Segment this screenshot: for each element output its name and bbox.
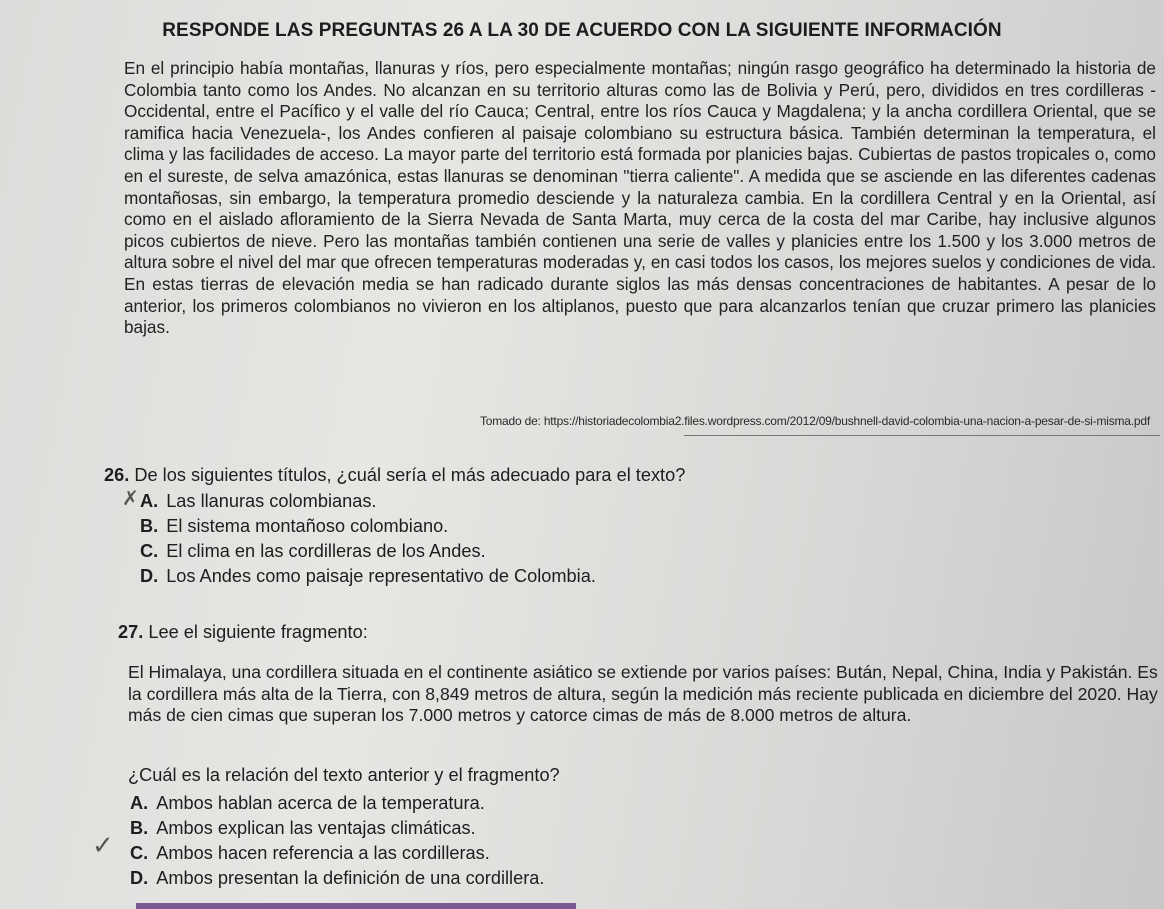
instructions-header: RESPONDE LAS PREGUNTAS 26 A LA 30 DE ACUERDO CON LA SIGUIENTE INFORMACIÓN	[162, 20, 1002, 41]
question-27-text: ¿Cuál es la relación del texto anterior y el fragmento?	[128, 765, 560, 785]
option-text: Ambos explican las ventajas climáticas.	[156, 818, 476, 838]
option-26-a[interactable]	[140, 491, 376, 512]
option-26-c[interactable]	[140, 541, 486, 562]
option-text: Ambos hablan acerca de la temperatura.	[156, 793, 485, 813]
option-letter: B.	[140, 516, 159, 536]
question-26	[104, 465, 685, 486]
question-number: 26.	[104, 465, 130, 485]
option-text: Las llanuras colombianas.	[166, 491, 377, 511]
option-letter: A.	[140, 491, 159, 511]
page-edge-bar	[136, 903, 576, 909]
option-letter: D.	[140, 566, 159, 586]
check-mark-icon: ✓	[92, 830, 114, 860]
option-letter: D.	[130, 868, 149, 888]
option-27-d[interactable]	[130, 868, 544, 889]
question-number: 27.	[118, 622, 144, 642]
divider	[684, 435, 1160, 436]
question-27	[118, 622, 368, 643]
option-text: Los Andes como paisaje representativo de Colombia.	[166, 566, 596, 586]
option-27-a[interactable]	[130, 793, 485, 814]
reading-passage: En el principio había montañas, llanuras y ríos, pero especialmente montañas; ningún rasgo geográfico ha determinado la historia de Colombia tanto como los Andes. No alcanzan en su territorio alturas como las de Bolivia y Perú, pero, divididos en tres cordilleras -Occidental, entre el Pacífico y el valle del río Cauca; Central, entre los ríos Cauca y Magdalena; y la ancha cordillera Oriental, que se ramifica hacia Venezuela-, los Andes confieren al paisaje colombiano su estructura básica. También determinan la temperatura, el clima y las facilidades de acceso. La mayor parte del territorio está formada por planicies bajas. Cubiertas de pastos tropicales o, como en el sureste, de selva amazónica, estas llanuras se denominan "tierra caliente". A medida que se asciende en las diferentes cadenas montañosas, sin embargo, la temperatura promedio desciende y la naturaleza cambia. En la cordillera Central y en la Oriental, así como en el aislado afloramiento de la Sierra Nevada de Santa Marta, muy cerca de la costa del mar Caribe, hay inclusive algunos picos cubiertos de nieve. Pero las montañas también contienen una serie de valles y planicies entre los 1.500 y los 3.000 metros de altura sobre el nivel del mar que ofrecen temperaturas moderadas y, en casi todos los casos, los mejores suelos y condiciones de vida. En estas tierras de elevación media se han radicado durante siglos las más densas concentraciones de habitantes. A pesar de lo anterior, los primeros colombianos no vivieron en los altiplanos, puesto que para alcanzarlos tenían que cruzar primero las planicies bajas.	[124, 58, 1156, 338]
cross-mark-icon: ✗	[122, 488, 139, 510]
option-letter: C.	[140, 541, 159, 561]
option-letter: C.	[130, 843, 149, 863]
question-text: De los siguientes títulos, ¿cuál sería el más adecuado para el texto?	[134, 465, 686, 485]
option-text: El clima en las cordilleras de los Andes.	[166, 541, 486, 561]
option-27-c[interactable]	[130, 843, 490, 864]
option-text: Ambos presentan la definición de una cordillera.	[156, 868, 545, 888]
option-26-b[interactable]	[140, 516, 448, 537]
fragment-text: El Himalaya, una cordillera situada en el continente asiático se extiende por varios países: Bután, Nepal, China, India y Pakistán. Es la cordillera más alta de la Tierra, con 8,849 metros de altura, según la medición más reciente publicada en diciembre del 2020. Hay más de cien cimas que superan los 7.000 metros y catorce cimas de más de 8.000 metros de altura.	[128, 662, 1158, 725]
option-27-b[interactable]	[130, 818, 476, 839]
option-letter: B.	[130, 818, 149, 838]
option-text: Ambos hacen referencia a las cordilleras.	[156, 843, 490, 863]
question-prompt: Lee el siguiente fragmento:	[148, 622, 368, 642]
option-26-d[interactable]	[140, 566, 596, 587]
source-citation: Tomado de: https://historiadecolombia2.files.wordpress.com/2012/09/bushnell-david-colombia-una-nacion-a-pesar-de-si-misma.pdf	[479, 414, 1150, 428]
option-text: El sistema montañoso colombiano.	[166, 516, 449, 536]
option-letter: A.	[130, 793, 149, 813]
